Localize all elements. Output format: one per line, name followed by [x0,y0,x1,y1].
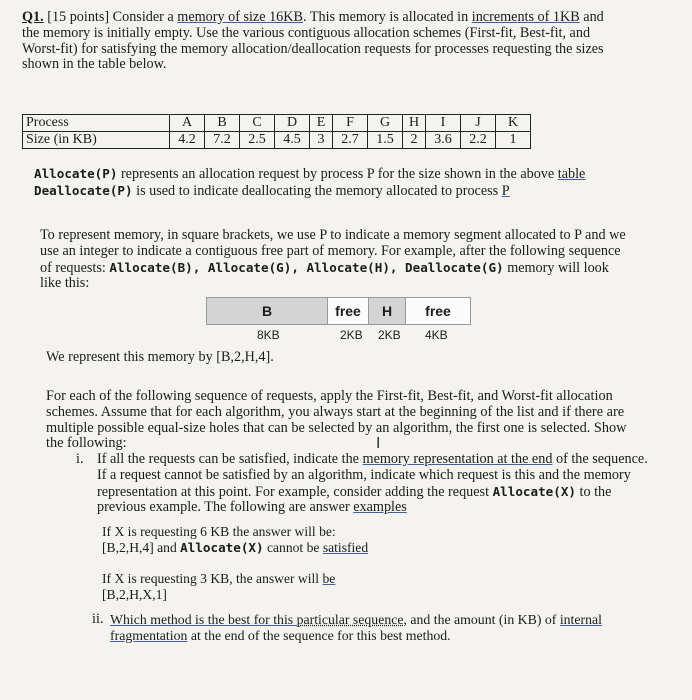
instructions-line-1: For each of the following sequence of requests, apply the First-fit, Best-fit, and Worst-fit allocation [46,388,613,404]
memory-size-label: 2KB [378,328,401,342]
size-cell: 3.6 [426,132,461,149]
question-line-2: the memory is initially empty. Use the various contiguous allocation schemes (First-fit, Best-fit, and [22,24,591,41]
question-line-3: Worst-fit) for satisfying the memory allocation/deallocation requests for processes requesting the sizes [22,40,604,57]
item-i-line-4a: previous example. The following are answer [97,499,354,516]
memory-representation-link[interactable]: memory representation at the end [362,451,553,467]
item-i [97,452,667,516]
represent-line-1: To represent memory, in square brackets, we use P to indicate a memory segment allocated to P and we [40,227,626,243]
size-row [23,132,531,149]
process-size-table [22,114,531,149]
instructions-paragraph [46,389,672,452]
text-cursor-icon: I [376,434,381,452]
deallocate-text: is used to indicate deallocating the memory allocated to process [132,182,502,199]
definitions [34,166,674,200]
size-cell: 2.5 [240,132,275,149]
memory-segment-b: B [207,298,328,325]
allocate-x-code: Allocate(X) [180,539,264,555]
example-1-line-2a: [B,2,H,4] and [102,539,181,555]
item-ii-line-2b: at the end of the sequence for this best method. [187,627,451,643]
represent-line-2: use an integer to indicate a contiguous free part of memory. For example, after the following sequence [40,242,621,259]
satisfied-link[interactable]: satisfied [322,539,369,555]
allocate-text: represents an allocation request by process P for the size shown in the above [117,166,558,182]
item-ii-line-1b: , and the amount (in KB) of [403,612,560,627]
process-cell: D [275,115,310,132]
internal-link[interactable]: internal [559,612,602,627]
memory-segment-free: free [328,298,369,325]
deallocate-code: Deallocate(P) [34,182,133,198]
size-cell: 2.7 [333,132,368,149]
memory-segment-h: H [369,298,406,325]
size-cell: 3 [310,132,333,149]
item-i-line-1a: If all the requests can be satisfied, indicate the [97,451,363,467]
memory-size-label: 2KB [340,328,363,342]
process-cell: J [461,115,496,132]
item-i-line-3b: to the [575,483,612,500]
process-cell: G [368,115,403,132]
memory-size-label: 8KB [257,328,280,342]
example-2-line-2: [B,2,H,X,1] [102,586,167,602]
memory-segment-free: free [406,298,471,325]
allocate-x-code: Allocate(X) [492,483,576,499]
process-header: Process [23,115,170,132]
item-ii [110,612,670,644]
size-cell: 1.5 [368,132,403,149]
example-2 [102,571,335,603]
size-cell: 4.2 [170,132,205,149]
question-text-a: . This memory is allocated in [302,9,472,25]
process-cell: B [205,115,240,132]
be-link[interactable]: be [322,571,336,586]
process-cell: I [426,115,461,132]
memory-size-link[interactable]: memory of size 16KB [177,9,303,25]
size-cell: 4.5 [275,132,310,149]
example-1 [102,524,368,556]
allocate-code: Allocate(P) [34,166,118,181]
fragmentation-link[interactable]: fragmentation [110,627,188,643]
process-cell: E [310,115,333,132]
process-cell: C [240,115,275,132]
process-cell: A [170,115,205,132]
size-cell: 2 [403,132,426,149]
table-link[interactable]: table [557,166,586,182]
item-i-label: i. [76,451,84,467]
process-cell: K [496,115,531,132]
size-header: Size (in KB) [23,132,170,149]
process-row [23,115,531,132]
request-sequence-code: Allocate(B), Allocate(G), Allocate(H), Deallocate(G) [109,259,504,275]
size-cell: 1 [496,132,531,149]
question-paragraph [22,10,682,73]
size-cell: 2.2 [461,132,496,149]
question-line-4: shown in the table below. [22,56,167,73]
p-link[interactable]: P [501,182,510,199]
size-cell: 7.2 [205,132,240,149]
process-cell: H [403,115,426,132]
example-2-line-1a: If X is requesting 3 KB, the answer will [102,571,323,586]
represent-paragraph [40,228,676,292]
instructions-line-2: schemes. Assume that for each algorithm, you always start at the beginning of the list and if there are [46,403,625,420]
we-represent-text: We represent this memory by [B,2,H,4]. [46,349,274,365]
represent-line-3b: memory will look [503,259,609,276]
represent-line-4: like this: [40,275,90,292]
item-i-line-3: representation at this point. For example, consider adding the request [97,483,493,500]
item-i-line-2: If a request cannot be satisfied by an algorithm, indicate which request is this and the memory [97,466,631,483]
instructions-line-4: the following: [46,435,127,452]
example-1-line-1: If X is requesting 6 KB the answer will be: [102,524,336,539]
question-text-b: and [579,9,604,25]
process-cell: F [333,115,368,132]
represent-line-3a: of requests: [40,259,110,276]
memory-diagram [206,297,471,325]
memory-size-label: 4KB [425,328,448,342]
examples-link[interactable]: examples [353,499,407,516]
particular-sequence-link[interactable]: particular sequence [296,612,404,627]
instructions-line-3: multiple possible equal-size holes that can be selected by an algorithm, the first one is selected. Show [46,419,627,436]
item-i-line-1b: of the sequence. [552,451,648,467]
increments-link[interactable]: increments of 1KB [471,9,580,25]
example-1-line-2b: cannot be [263,539,323,555]
question-points: [15 points] Consider a [43,9,178,25]
item-ii-label: ii. [92,611,104,627]
which-method-link[interactable]: Which method is the best for this [110,612,297,627]
question-number: Q1. [22,9,44,25]
